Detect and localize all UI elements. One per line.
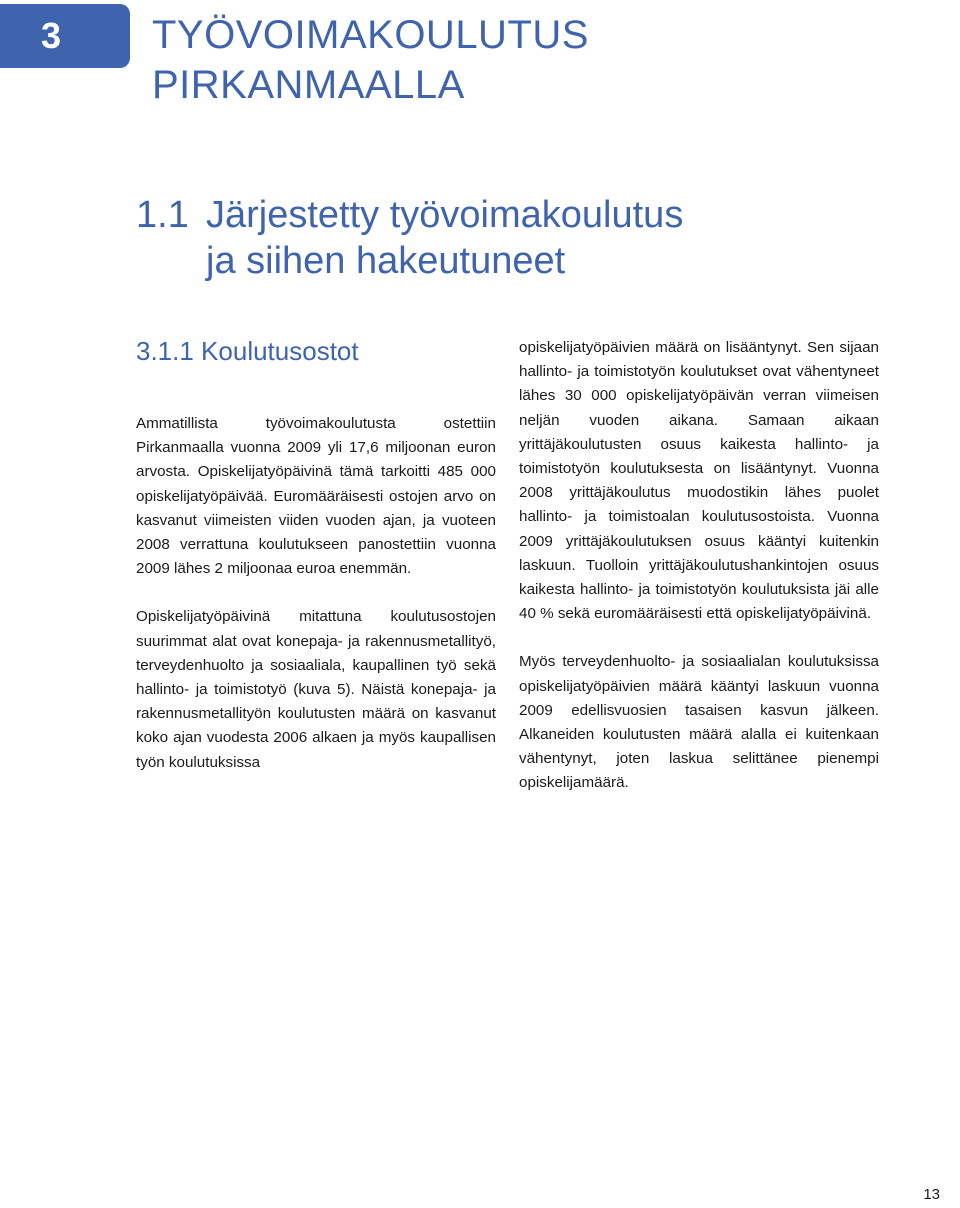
left-column (136, 412, 496, 775)
right-column (519, 336, 879, 796)
body-paragraph: Myös terveydenhuolto- ja sosiaalialan koulutuksissa opiskelijatyöpäivien määrä kääntyi laskuun vuonna 2009 edellisvuosien tasaisen kasvun jälkeen. Alkaneiden koulutusten määrä alalla ei kuitenkaan vähentynyt, joten laskua selittänee pienempi opiskelijamäärä. (519, 653, 879, 792)
chapter-number: 3 (40, 15, 62, 56)
section-number: 1.1 (136, 194, 189, 236)
chapter-title-line2: PIRKANMAALLA (152, 63, 465, 107)
page-number: 13 (923, 1186, 940, 1203)
chapter-title (152, 10, 932, 110)
chapter-number-box (0, 4, 130, 68)
section-title-line1: Järjestetty työvoimakoulutus (206, 194, 684, 236)
section-title (136, 192, 916, 284)
subsection-title: 3.1.1 Koulutusostot (136, 336, 359, 366)
body-paragraph: Ammatillista työvoimakoulutusta ostettiin Pirkanmaalla vuonna 2009 yli 17,6 miljoonan euron arvosta. Opiskelijatyöpäivinä tämä tarkoitti 485 000 opiskelijatyöpäivää. Euromääräisesti ostojen arvo on kasvanut viimeisten viiden vuoden ajan, ja vuoteen 2008 verrattuna koulutukseen panostettiin vuonna 2009 lähes 2 miljoonaa euroa enemmän. (136, 415, 496, 578)
body-paragraph: Opiskelijatyöpäivinä mitattuna koulutusostojen suurimmat alat ovat konepaja- ja rakennusmetallityö, terveydenhuolto ja sosiaaliala, kaupallinen työ sekä hallinto- ja toimistotyö (kuva 5). Näistä konepaja- ja rakennusmetallityön koulutusten määrä on kasvanut koko ajan vuodesta 2006 alkaen ja myös kaupallisen työn koulutuksissa (136, 608, 496, 771)
chapter-title-line1: TYÖVOIMAKOULUTUS (152, 13, 589, 57)
body-paragraph: opiskelijatyöpäivien määrä on lisääntynyt. Sen sijaan hallinto- ja toimistotyön koulutukset ovat vähentyneet lähes 30 000 opiskelijatyöpäivän verran viimeisen neljän vuoden aikana. Samaan aikaan yrittäjäkoulutusten osuus kaikesta hallinto- ja toimistotyön koulutuksesta on lisääntynyt. Vuonna 2008 yrittäjäkoulutus muodostikin lähes puolet hallinto- ja toimistoalan koulutusostoista. Vuonna 2009 yrittäjäkoulutuksen osuus kääntyi kuitenkin laskuun. Tuolloin yrittäjäkoulutushankintojen osuus kaikesta hallinto- ja toimistotyön koulutuksista jäi alle 40 % sekä euromääräisesti että opiskelijatyöpäivinä. (519, 339, 879, 623)
section-title-line2: ja siihen hakeutuneet (206, 240, 566, 282)
